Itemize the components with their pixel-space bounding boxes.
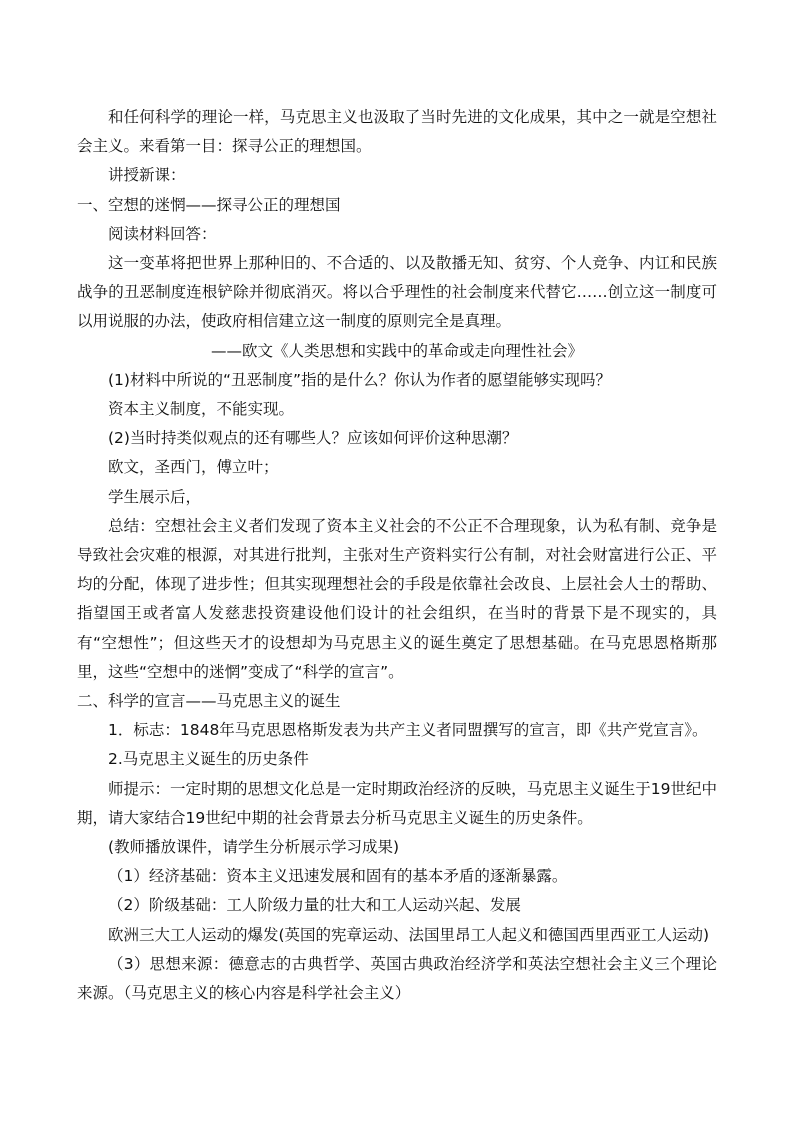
paragraph-teacher-hint: 师提示：一定时期的思想文化总是一定时期政治经济的反映，马克思主义诞生于19世纪中期，请大家结合19世纪中期的社会背景去分析马克思主义诞生的历史条件。 xyxy=(77,779,717,827)
item-historical-conditions: 2.马克思主义诞生的历史条件 xyxy=(108,750,309,769)
condition-ideological: （3）思想来源：德意志的古典哲学、英国古典政治经济学和英法空想社会主义三个理论来源。（马克思主义的核心内容是科学社会主义） xyxy=(77,954,717,1003)
answer-2: 欧文，圣西门，傅立叶； xyxy=(108,458,279,477)
paragraph-new-lesson: 讲授新课： xyxy=(108,166,186,185)
paragraph-reading-prompt: 阅读材料回答： xyxy=(108,224,217,243)
item-marker: 1．标志：1848年马克思恩格斯发表为共产主义者同盟撰写的宣言，即《共产党宣言》。 xyxy=(108,721,708,740)
section-heading-2: 二、科学的宣言——马克思主义的诞生 xyxy=(77,692,341,711)
paragraph-teacher-activity: (教师播放课件，请学生分析展示学习成果) xyxy=(108,838,400,857)
question-1: (1)材料中所说的“丑恶制度”指的是什么？你认为作者的愿望能够实现吗？ xyxy=(108,370,612,389)
condition-economic: （1）经济基础：资本主义迅速发展和固有的基本矛盾的逐渐暴露。 xyxy=(108,867,568,886)
paragraph-student-display: 学生展示后， xyxy=(108,487,202,506)
section-heading-1: 一、空想的迷惘——探寻公正的理想国 xyxy=(77,195,341,214)
question-2: (2)当时持类似观点的还有哪些人？应该如何评价这种思潮？ xyxy=(108,429,518,448)
paragraph-intro: 和任何科学的理论一样，马克思主义也汲取了当时先进的文化成果，其中之一就是空想社会主义。来看第一目：探寻公正的理想国。 xyxy=(77,108,717,156)
condition-class: （2）阶级基础：工人阶级力量的壮大和工人运动兴起、发展 xyxy=(108,896,521,915)
paragraph-material-quote: 这一变革将把世界上那种旧的、不合适的、以及散播无知、贫穷、个人竞争、内讧和民族战争的丑恶制度连根铲除并彻底消灭。将以合乎理性的社会制度来代替它……创立这一制度可以用说服的办法，使政府相信建立这一制度的原则完全是真理。 xyxy=(77,254,717,331)
quote-source: ——欧文《人类思想和实践中的革命或走向理性社会》 xyxy=(210,341,583,360)
answer-1: 资本主义制度，不能实现。 xyxy=(108,400,295,419)
document-body xyxy=(77,103,717,1008)
paragraph-workers-movements: 欧洲三大工人运动的爆发(英国的宪章运动、法国里昂工人起义和德国西里西亚工人运动) xyxy=(108,925,710,944)
paragraph-summary: 总结：空想社会主义者们发现了资本主义社会的不公正不合理现象，认为私有制、竞争是导致社会灾难的根源，对其进行批判，主张对生产资料实行公有制，对社会财富进行公正、平均的分配，体现了进步性；但其实现理想社会的手段是依靠社会改良、上层社会人士的帮助、指望国王或者富人发慈悲投资建设他们设计的社会组织，在当时的背景下是不现实的，具有“空想性”；但这些天才的设想却为马克思主义的诞生奠定了思想基础。在马克思恩格斯那里，这些“空想中的迷惘”变成了“科学的宣言”。 xyxy=(77,516,717,681)
